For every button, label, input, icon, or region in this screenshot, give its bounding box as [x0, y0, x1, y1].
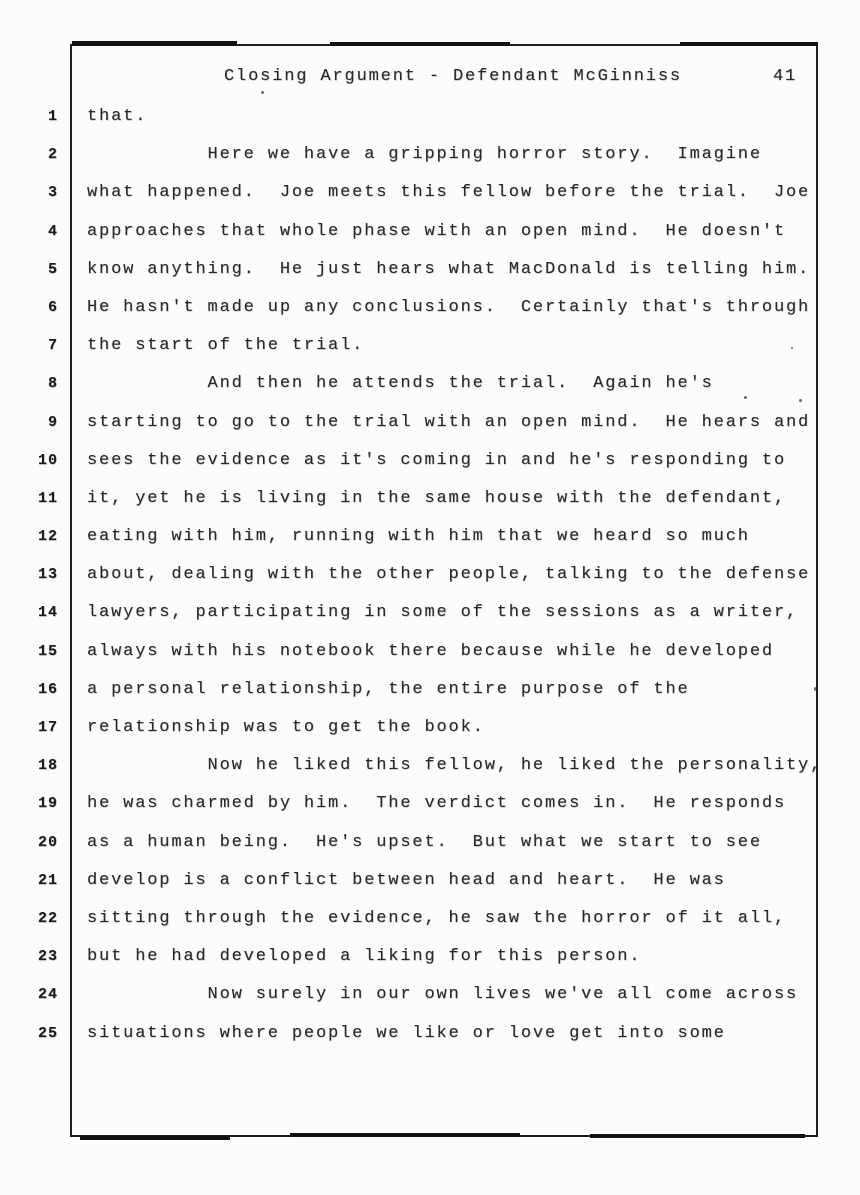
- line-number: 12: [37, 528, 58, 546]
- transcript-line: Now he liked this fellow, he liked the personality,: [87, 756, 823, 776]
- line-number: 23: [37, 948, 58, 966]
- transcript-text-block: [87, 98, 827, 1053]
- line-number: 4: [47, 222, 58, 240]
- scan-noise-speck: [799, 399, 802, 402]
- transcript-line: sitting through the evidence, he saw the horror of it all,: [87, 908, 786, 928]
- transcript-line: he was charmed by him. The verdict comes in. He responds: [87, 794, 786, 814]
- line-number: 21: [37, 871, 58, 889]
- transcript-line: starting to go to the trial with an open mind. He hears and: [87, 412, 811, 432]
- header-title: Closing Argument - Defendant McGinniss: [224, 67, 682, 86]
- transcript-line: He hasn't made up any conclusions. Certainly that's through: [87, 297, 811, 317]
- transcript-line: the start of the trial.: [87, 336, 365, 356]
- border-ink-segment-top-mid: [330, 42, 510, 46]
- line-number: 3: [47, 184, 58, 202]
- transcript-line: And then he attends the trial. Again he's: [87, 374, 714, 394]
- line-number: 13: [37, 566, 58, 584]
- transcript-line: that.: [87, 107, 148, 126]
- line-number: 20: [37, 833, 58, 851]
- transcript-line: but he had developed a liking for this person.: [87, 947, 642, 967]
- line-number: 14: [37, 604, 58, 622]
- scan-noise-speck: [744, 396, 747, 399]
- border-ink-segment-bottom-left: [80, 1136, 230, 1140]
- transcript-line: Now surely in our own lives we've all come across: [87, 985, 799, 1005]
- transcript-line: a personal relationship, the entire purpose of the: [87, 679, 690, 699]
- transcript-line: relationship was to get the book.: [87, 718, 485, 737]
- line-number: 1: [47, 108, 58, 125]
- transcript-line: it, yet he is living in the same house with the defendant,: [87, 488, 786, 508]
- line-number: 5: [47, 260, 58, 278]
- scan-noise-speck: [791, 347, 793, 349]
- line-number: 6: [47, 298, 58, 316]
- transcript-line: what happened. Joe meets this fellow before the trial. Joe: [87, 183, 811, 203]
- transcript-line: Here we have a gripping horror story. Imagine: [87, 145, 762, 165]
- transcript-line: about, dealing with the other people, talking to the defense: [87, 565, 811, 585]
- border-ink-segment-top-left: [72, 41, 237, 46]
- line-number: 17: [37, 719, 58, 736]
- line-number: 9: [47, 413, 58, 431]
- page-number: 41: [773, 67, 798, 86]
- transcript-line: sees the evidence as it's coming in and he's responding to: [87, 450, 786, 470]
- transcript-line: develop is a conflict between head and heart. He was: [87, 870, 726, 890]
- line-number: 8: [47, 375, 58, 393]
- line-number: 18: [37, 757, 58, 775]
- transcript-line: situations where people we like or love get into some: [87, 1023, 726, 1043]
- line-number: 15: [37, 642, 58, 660]
- border-ink-segment-bottom-mid: [290, 1133, 520, 1137]
- scan-noise-speck: [814, 687, 816, 691]
- line-number: 7: [47, 337, 58, 355]
- scan-noise-speck: [261, 91, 264, 94]
- line-number: 16: [37, 680, 58, 698]
- line-number: 24: [37, 986, 58, 1004]
- border-ink-segment-bottom-right: [590, 1134, 805, 1138]
- line-number-column: [18, 98, 58, 1053]
- line-number: 22: [37, 909, 58, 927]
- line-number: 2: [47, 146, 58, 164]
- transcript-line: as a human being. He's upset. But what we start to see: [87, 832, 762, 852]
- line-number: 10: [37, 451, 58, 469]
- transcript-line: always with his notebook there because while he developed: [87, 641, 774, 661]
- line-number: 19: [37, 795, 58, 813]
- transcript-line: lawyers, participating in some of the sessions as a writer,: [87, 603, 799, 623]
- line-number: 11: [37, 489, 58, 507]
- line-number: 25: [37, 1024, 58, 1042]
- border-ink-segment-top-right: [680, 42, 818, 46]
- transcript-line: approaches that whole phase with an open mind. He doesn't: [87, 221, 786, 241]
- transcript-line: eating with him, running with him that we heard so much: [87, 527, 750, 547]
- transcript-line: know anything. He just hears what MacDonald is telling him.: [87, 259, 811, 279]
